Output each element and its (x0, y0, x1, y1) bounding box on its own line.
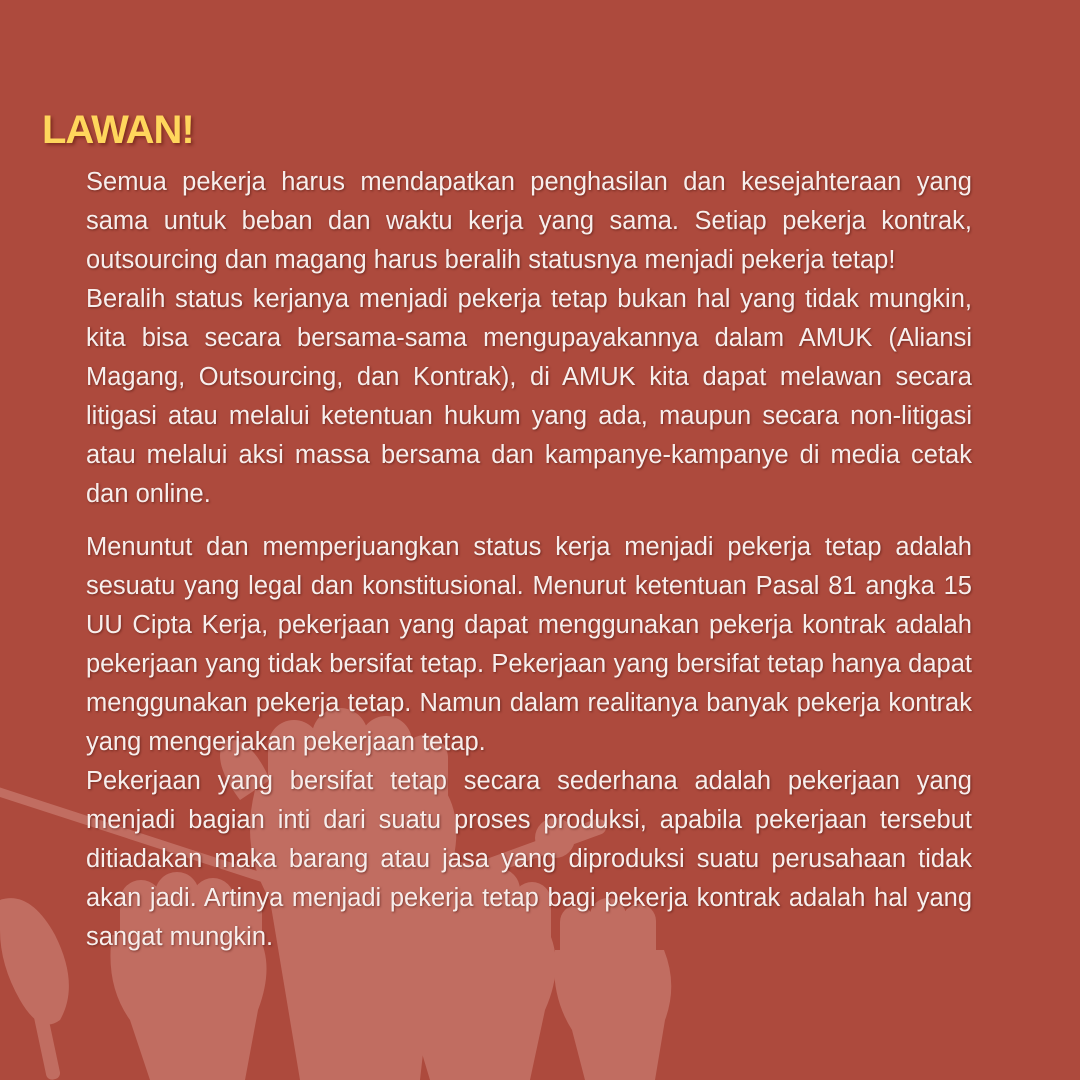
body-text (86, 163, 972, 957)
paragraph: Semua pekerja harus mendapatkan penghasilan dan kesejahteraan yang sama untuk beban dan waktu kerja yang sama. Setiap pekerja kontrak, outsourcing dan magang harus beralih statusnya menjadi pekerja tetap! (86, 168, 972, 274)
page-title: LAWAN! (42, 108, 194, 152)
trowel-icon (0, 898, 69, 1080)
paragraph: Menuntut dan memperjuangkan status kerja menjadi pekerja tetap adalah sesuatu yang legal dan konstitusional. Menurut ketentuan Pasal 81 angka 15 UU Cipta Kerja, pekerjaan yang dapat menggunakan pekerja kontrak adalah pekerjaan yang tidak bersifat tetap. Pekerjaan yang bersifat tetap hanya dapat menggunakan pekerja tetap. Namun dalam realitanya banyak pekerja kontrak yang mengerjakan pekerjaan tetap. (86, 533, 972, 756)
paragraph: Pekerjaan yang bersifat tetap secara sederhana adalah pekerjaan yang menjadi bagian inti dari suatu proses produksi, apabila pekerjaan tersebut ditiadakan maka barang atau jasa yang diproduksi suatu perusahaan tidak akan jadi. Artinya menjadi pekerja tetap bagi pekerja kontrak adalah hal yang sangat mungkin. (86, 767, 972, 951)
paragraph: Beralih status kerjanya menjadi pekerja tetap bukan hal yang tidak mungkin, kita bisa secara bersama-sama mengupayakannya dalam AMUK (Aliansi Magang, Outsourcing, dan Kontrak), di AMUK kita dapat melawan secara litigasi atau melalui ketentuan hukum yang ada, maupun secara non-litigasi atau melalui aksi massa bersama dan kampanye-kampanye di media cetak dan online. (86, 285, 972, 508)
